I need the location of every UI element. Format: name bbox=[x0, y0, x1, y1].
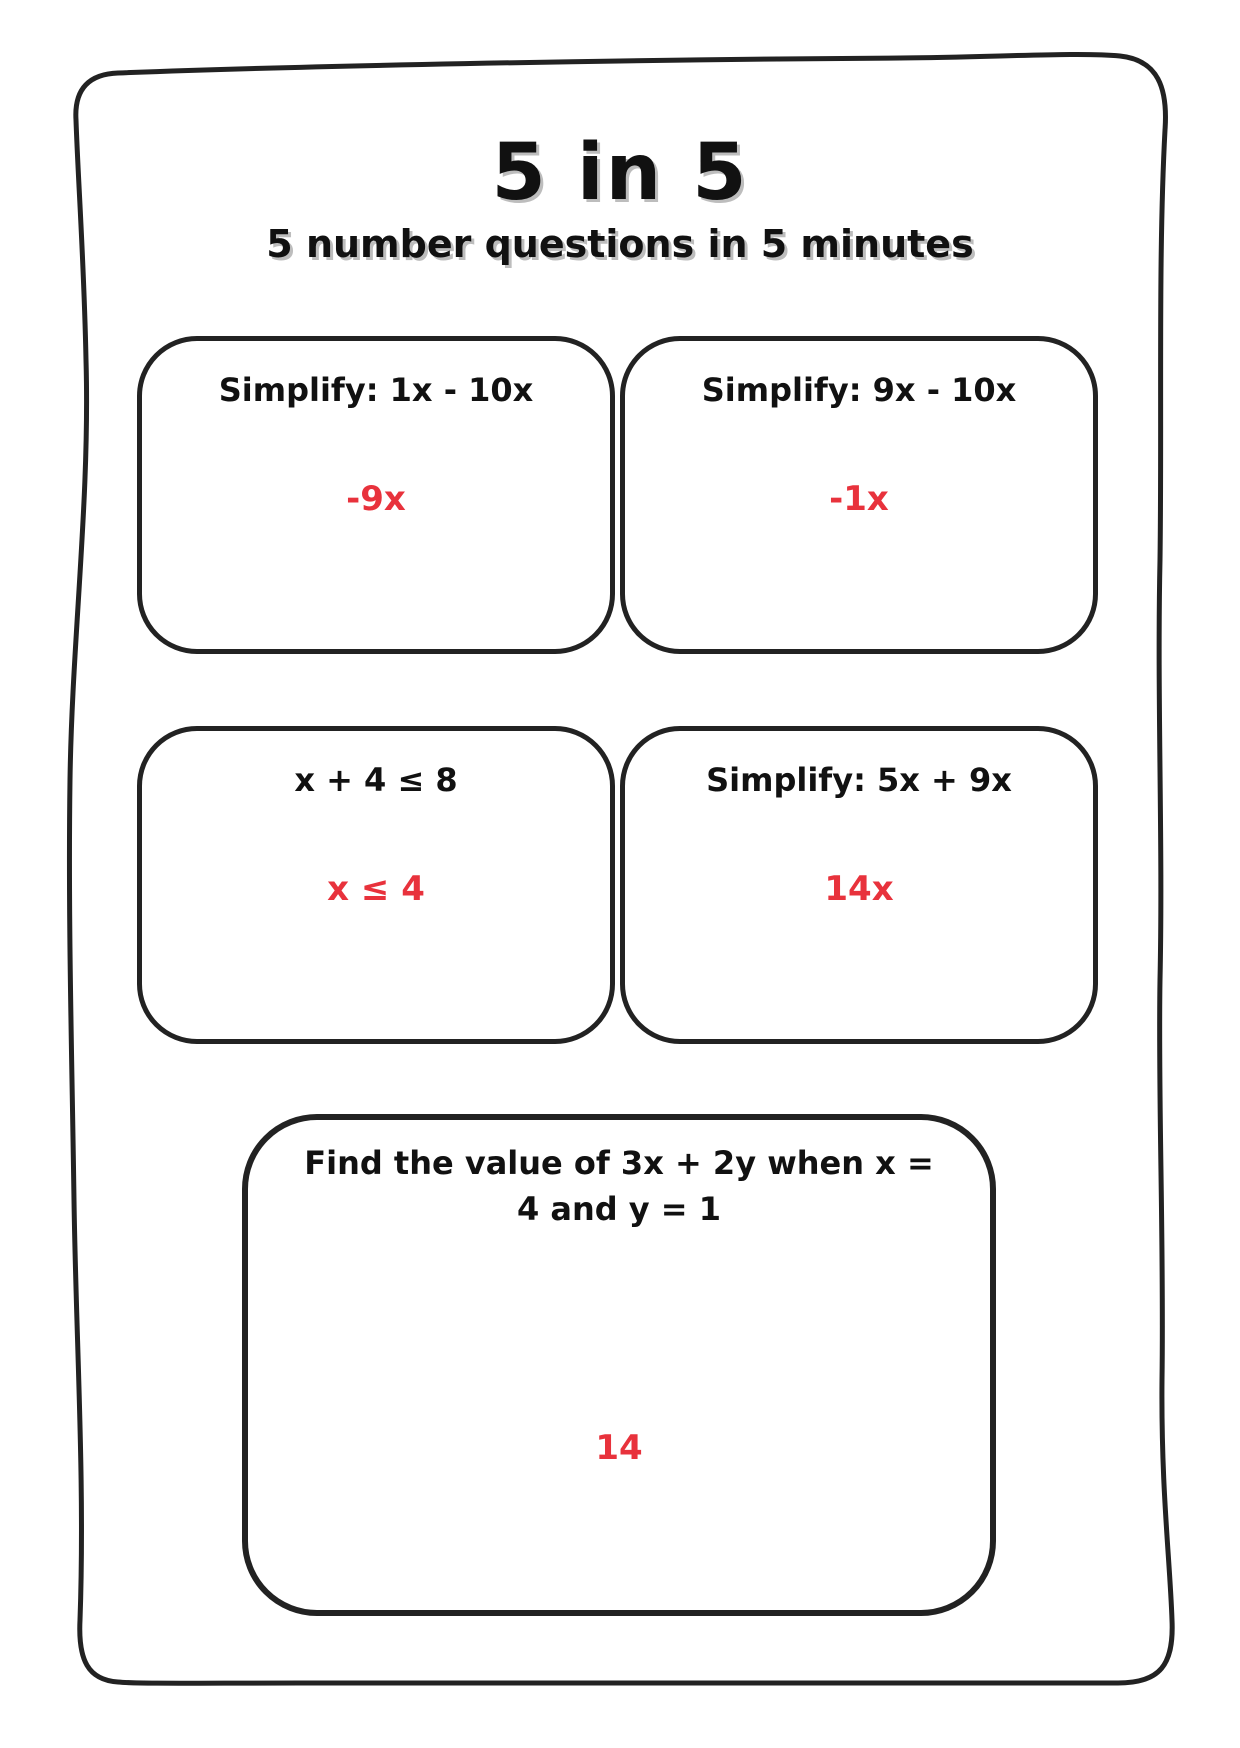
answer-text: 14x bbox=[824, 869, 894, 909]
question-card-1 bbox=[137, 336, 615, 654]
answer-text: 14 bbox=[595, 1428, 643, 1468]
question-text: Simplify: 5x + 9x bbox=[706, 761, 1012, 799]
question-card-2 bbox=[620, 336, 1098, 654]
question-card-4 bbox=[620, 726, 1098, 1044]
page-title: 5 in 5 bbox=[491, 128, 749, 218]
answer-text: -1x bbox=[829, 479, 889, 519]
question-text: Simplify: 1x - 10x bbox=[218, 371, 534, 409]
question-card-3 bbox=[137, 726, 615, 1044]
question-text: x + 4 ≤ 8 bbox=[294, 761, 458, 799]
question-text: Simplify: 9x - 10x bbox=[701, 371, 1017, 409]
page-subtitle: 5 number questions in 5 minutes bbox=[266, 222, 974, 266]
question-card-5 bbox=[242, 1114, 996, 1616]
answer-text: -9x bbox=[346, 479, 406, 519]
question-text: Find the value of 3x + 2y when x = 4 and y = 1 bbox=[304, 1144, 934, 1228]
answer-text: x ≤ 4 bbox=[327, 869, 425, 909]
